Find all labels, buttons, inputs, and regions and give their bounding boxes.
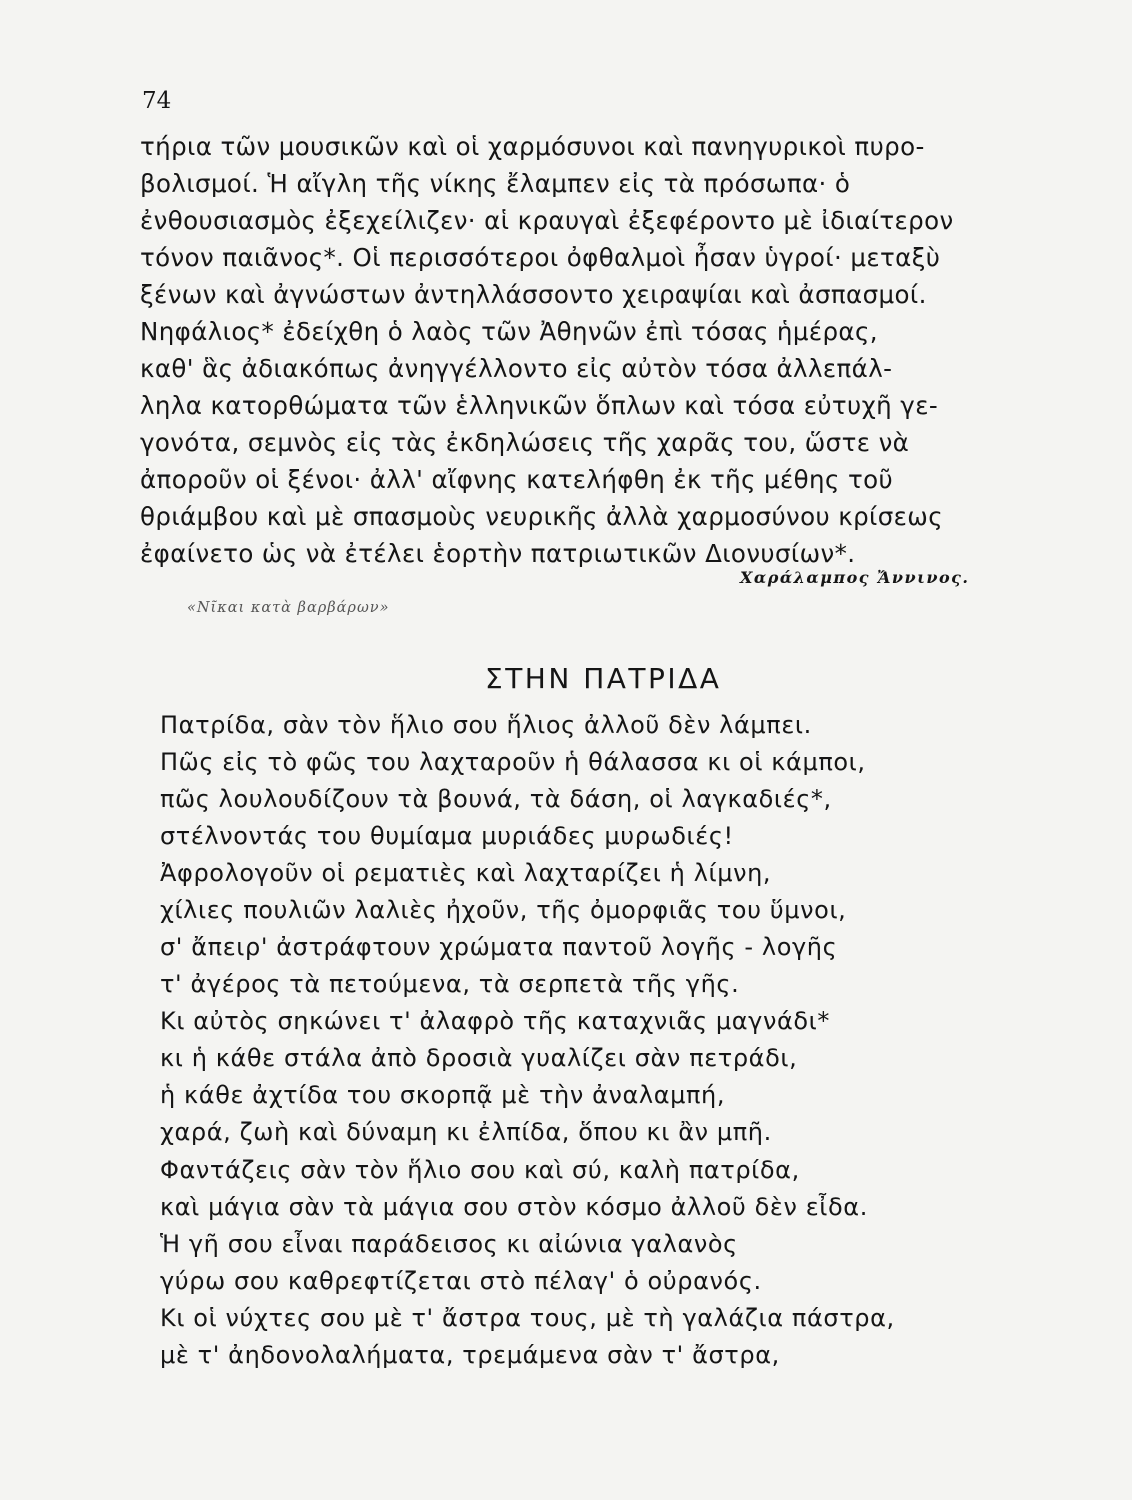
- poem-line: Κι αὐτὸς σηκώνει τ' ἀλαφρὸ τῆς καταχνιᾶς μαγνάδι*: [160, 1007, 830, 1035]
- poem-line: Ἀφρολογοῦν οἱ ρεματιὲς καὶ λαχταρίζει ἡ λίμνη,: [160, 859, 772, 887]
- prose-line: ληλα κατορθώματα τῶν ἑλληνικῶν ὅπλων καὶ τόσα εὐτυχῆ γε-: [140, 391, 939, 420]
- poem-title: ΣΤΗΝ ΠΑΤΡΙΔΑ: [485, 662, 722, 695]
- poem-line: χίλιες πουλιῶν λαλιὲς ἠχοῦν, τῆς ὀμορφιᾶς του ὕμνοι,: [160, 896, 847, 924]
- prose-line: καθ' ἃς ἀδιακόπως ἀνηγγέλλοντο εἰς αὐτὸν τόσα ἀλλεπάλ-: [140, 354, 893, 383]
- poem-line: Φαντάζεις σὰν τὸν ἥλιο σου καὶ σύ, καλὴ πατρίδα,: [160, 1156, 800, 1184]
- poem-line: σ' ἄπειρ' ἀστράφτουν χρώματα παντοῦ λογῆς - λογῆς: [160, 933, 838, 961]
- poem-line: γύρω σου καθρεφτίζεται στὸ πέλαγ' ὁ οὐρανός.: [160, 1267, 762, 1295]
- prose-line: θριάμβου καὶ μὲ σπασμοὺς νευρικῆς ἀλλὰ χαρμοσύνου κρίσεως: [140, 502, 944, 531]
- poem-stanza-2: [160, 1152, 1132, 1374]
- prose-line: ἐνθουσιασμὸς ἐξεχείλιζεν· αἱ κραυγαὶ ἐξεφέροντο μὲ ἰδιαίτερον: [140, 206, 954, 235]
- page-number: 74: [142, 88, 172, 114]
- prose-line: βολισμοί. Ἡ αἴγλη τῆς νίκης ἔλαμπεν εἰς τὰ πρόσωπα· ὁ: [140, 169, 851, 198]
- source-citation: «Νῖκαι κατὰ βαρβάρων»: [187, 600, 390, 616]
- prose-line: ξένων καὶ ἀγνώστων ἀντηλλάσσοντο χειραψίαι καὶ ἀσπασμοί.: [140, 280, 927, 309]
- prose-line: τήρια τῶν μουσικῶν καὶ οἱ χαρμόσυνοι καὶ πανηγυρικοὶ πυρο-: [140, 132, 925, 161]
- prose-line: τόνον παιᾶνος*. Οἱ περισσότεροι ὀφθαλμοὶ ἦσαν ὑγροί· μεταξὺ: [140, 243, 941, 272]
- prose-line: γονότα, σεμνὸς εἰς τὰς ἐκδηλώσεις τῆς χαρᾶς του, ὥστε νὰ: [140, 428, 910, 457]
- poem-line: ἡ κάθε ἀχτίδα του σκορπᾷ μὲ τὴν ἀναλαμπή,: [160, 1081, 726, 1109]
- prose-line: Νηφάλιος* ἐδείχθη ὁ λαὸς τῶν Ἀθηνῶν ἐπὶ τόσας ἡμέρας,: [140, 317, 878, 346]
- poem-line: κι ἡ κάθε στάλα ἀπὸ δροσιὰ γυαλίζει σὰν πετράδι,: [160, 1044, 798, 1072]
- poem-stanza-1: [160, 707, 1132, 1151]
- prose-line: ἀποροῦν οἱ ξένοι· ἀλλ' αἴφνης κατελήφθη ἐκ τῆς μέθης τοῦ: [140, 465, 894, 494]
- poem-line: πῶς λουλουδίζουν τὰ βουνά, τὰ δάση, οἱ λαγκαδιές*,: [160, 785, 832, 813]
- poem-line: μὲ τ' ἀηδονολαλήματα, τρεμάμενα σὰν τ' ἄστρα,: [160, 1341, 780, 1369]
- poem-line: καὶ μάγια σὰν τὰ μάγια σου στὸν κόσμο ἀλλοῦ δὲν εἶδα.: [160, 1193, 868, 1221]
- prose-passage: [140, 128, 1132, 572]
- prose-line: ἐφαίνετο ὡς νὰ ἐτέλει ἑορτὴν πατριωτικῶν Διονυσίων*.: [140, 539, 856, 568]
- poem-line: χαρά, ζωὴ καὶ δύναμη κι ἐλπίδα, ὅπου κι ἂν μπῆ.: [160, 1118, 772, 1146]
- author-signature: Χαράλαμπος Ἄννινος.: [740, 568, 970, 587]
- poem-line: στέλνοντάς του θυμίαμα μυριάδες μυρωδιές!: [160, 822, 734, 850]
- poem-line: τ' ἀγέρος τὰ πετούμενα, τὰ σερπετὰ τῆς γῆς.: [160, 970, 740, 998]
- poem-line: Κι οἱ νύχτες σου μὲ τ' ἄστρα τους, μὲ τὴ γαλάζια πάστρα,: [160, 1304, 895, 1332]
- poem-line: Πατρίδα, σὰν τὸν ἥλιο σου ἥλιος ἀλλοῦ δὲν λάμπει.: [160, 711, 812, 739]
- poem-line: Ἡ γῆ σου εἶναι παράδεισος κι αἰώνια γαλανὸς: [160, 1230, 738, 1258]
- poem-line: Πῶς εἰς τὸ φῶς του λαχταροῦν ἡ θάλασσα κι οἱ κάμποι,: [160, 748, 866, 776]
